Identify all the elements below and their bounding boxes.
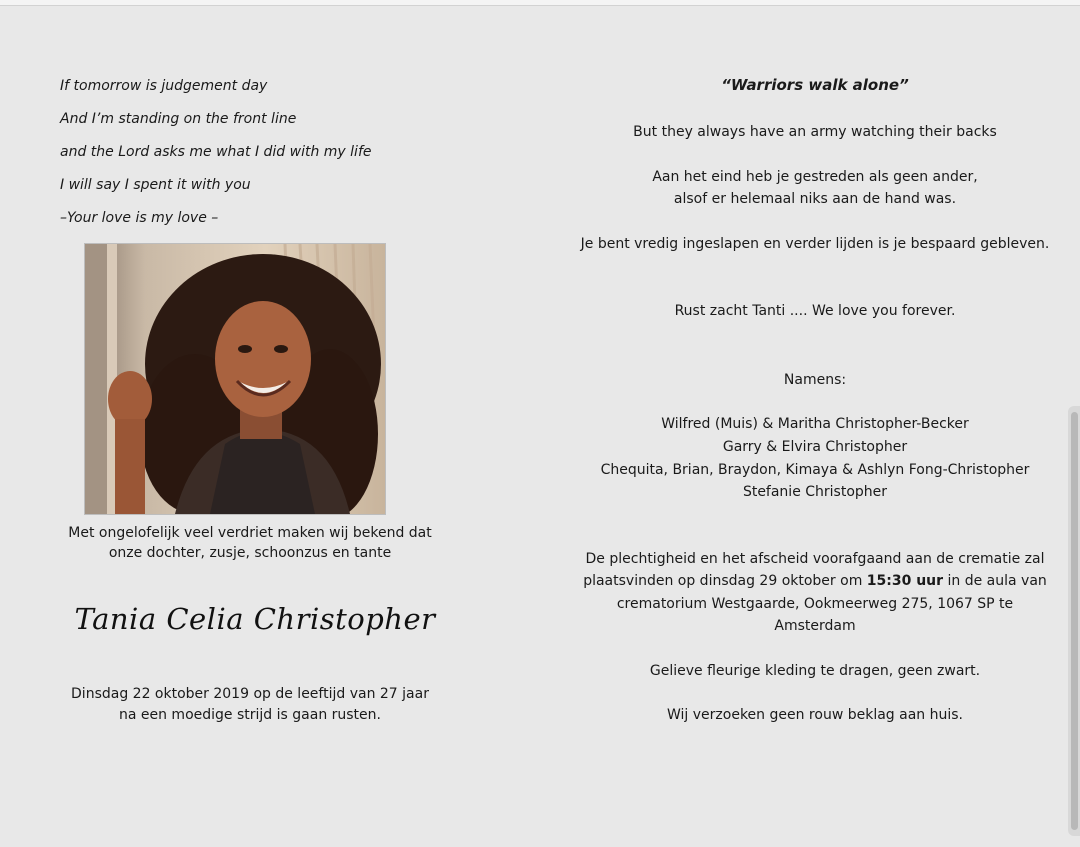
scrollbar-thumb[interactable] [1071,412,1078,830]
portrait-illustration [85,244,385,514]
ceremony-line [580,573,1050,589]
dress-code-line: Gelieve fleurige kleding te dragen, geen zwart. [649,663,981,679]
sleep-line: Je bent vredig ingeslapen en verder lijden is je bespaard gebleven. [580,236,1050,252]
family-line: Wilfred (Muis) & Maritha Christopher-Becker [661,416,969,432]
motto-heading: “Warriors walk alone” [721,76,909,94]
top-edge [0,0,1080,6]
portrait-photo [84,243,386,515]
announcement-line: onze dochter, zusje, schoonzus en tante [108,545,392,561]
poem-line: I will say I spent it with you [60,177,251,193]
deceased-name: Tania Celia Christopher [74,602,436,636]
rest-line: Rust zacht Tanti .... We love you forever. [674,303,956,319]
ceremony-text: plaatsvinden op dinsdag 29 oktober om [583,573,867,589]
poem-line: –Your love is my love – [60,210,219,226]
on-behalf-label: Namens: [783,372,847,388]
family-line: Stefanie Christopher [742,484,888,500]
poem-line: If tomorrow is judgement day [60,78,268,94]
army-line: But they always have an army watching their backs [633,124,997,140]
poem-line: and the Lord asks me what I did with my life [60,144,372,160]
ceremony-line: De plechtigheid en het afscheid voorafgaand aan de crematie zal [585,551,1045,567]
no-visit-line: Wij verzoeken geen rouw beklag aan huis. [667,707,963,723]
date-line: Dinsdag 22 oktober 2019 op de leeftijd van 27 jaar [71,686,429,702]
date-line: na een moedige strijd is gaan rusten. [118,707,381,723]
fought-line: alsof er helemaal niks aan de hand was. [673,191,957,207]
ceremony-line: Amsterdam [774,618,856,634]
poem-line: And I’m standing on the front line [60,111,297,127]
announcement-line: Met ongelofelijk veel verdriet maken wij bekend dat [68,525,432,541]
family-line: Chequita, Brian, Braydon, Kimaya & Ashlyn Fong-Christopher [600,462,1030,478]
ceremony-line: crematorium Westgaarde, Ookmeerweg 275, 1067 SP te [616,596,1014,612]
fought-line: Aan het eind heb je gestreden als geen ander, [652,169,978,185]
ceremony-time: 15:30 uur [866,573,944,589]
ceremony-text: in de aula van [943,573,1047,589]
family-line: Garry & Elvira Christopher [722,439,908,455]
